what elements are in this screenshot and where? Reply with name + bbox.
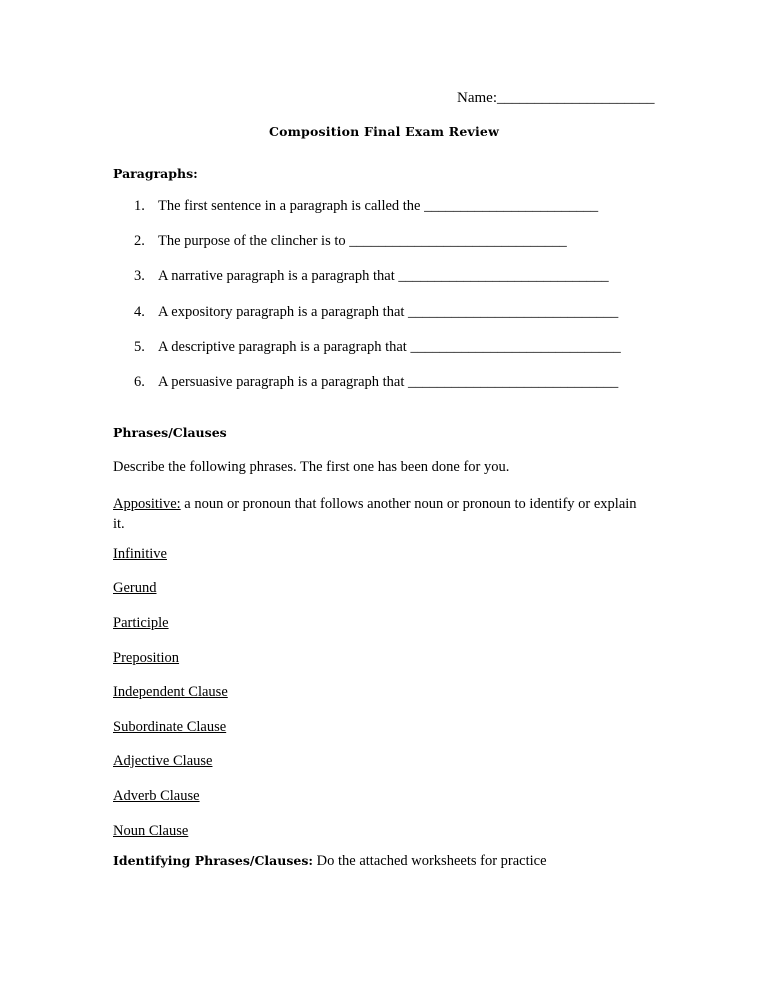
- question-text: The first sentence in a paragraph is called the ________________________: [158, 198, 599, 214]
- question-3: [134, 268, 609, 285]
- phrases-clauses-heading: Phrases/Clauses: [113, 425, 227, 440]
- term-noun-clause: Noun Clause: [113, 823, 189, 839]
- term-adverb-clause: Adverb Clause: [113, 788, 200, 804]
- appositive-term: Appositive:: [113, 496, 181, 512]
- identifying-line: [113, 853, 547, 870]
- appositive-definition: a noun or pronoun that follows another noun or pronoun to identify or explain it.: [113, 496, 637, 532]
- term-adjective-clause: Adjective Clause: [113, 753, 213, 769]
- question-2: [134, 233, 567, 250]
- question-4: [134, 304, 618, 321]
- question-1: [134, 198, 598, 215]
- term-infinitive: Infinitive: [113, 546, 167, 562]
- term-participle: Participle: [113, 615, 169, 631]
- question-text: A descriptive paragraph is a paragraph that _____________________________: [158, 339, 621, 355]
- question-6: [134, 374, 618, 391]
- document-title: Composition Final Exam Review: [268, 124, 500, 139]
- term-preposition: Preposition: [113, 650, 180, 666]
- question-number: 2.: [134, 233, 145, 249]
- term-independent-clause: Independent Clause: [113, 684, 228, 700]
- question-text: A persuasive paragraph is a paragraph that _____________________________: [158, 374, 619, 390]
- question-text: A expository paragraph is a paragraph that _____________________________: [158, 304, 619, 320]
- paragraphs-heading: Paragraphs:: [113, 166, 198, 181]
- question-text: A narrative paragraph is a paragraph that _____________________________: [158, 268, 609, 284]
- appositive-example: [113, 494, 643, 534]
- question-number: 1.: [134, 198, 145, 214]
- term-gerund: Gerund: [113, 580, 157, 596]
- name-field-label: Name:_____________________: [457, 90, 655, 106]
- phrases-instructions: Describe the following phrases. The first one has been done for you.: [113, 459, 510, 475]
- question-text: The purpose of the clincher is to ______________________________: [158, 233, 567, 249]
- identifying-text: Do the attached worksheets for practice: [313, 853, 547, 869]
- question-number: 4.: [134, 304, 145, 320]
- term-subordinate-clause: Subordinate Clause: [113, 719, 227, 735]
- question-5: [134, 339, 621, 356]
- question-number: 5.: [134, 339, 145, 355]
- question-number: 3.: [134, 268, 145, 284]
- question-number: 6.: [134, 374, 145, 390]
- identifying-heading: Identifying Phrases/Clauses:: [113, 853, 314, 868]
